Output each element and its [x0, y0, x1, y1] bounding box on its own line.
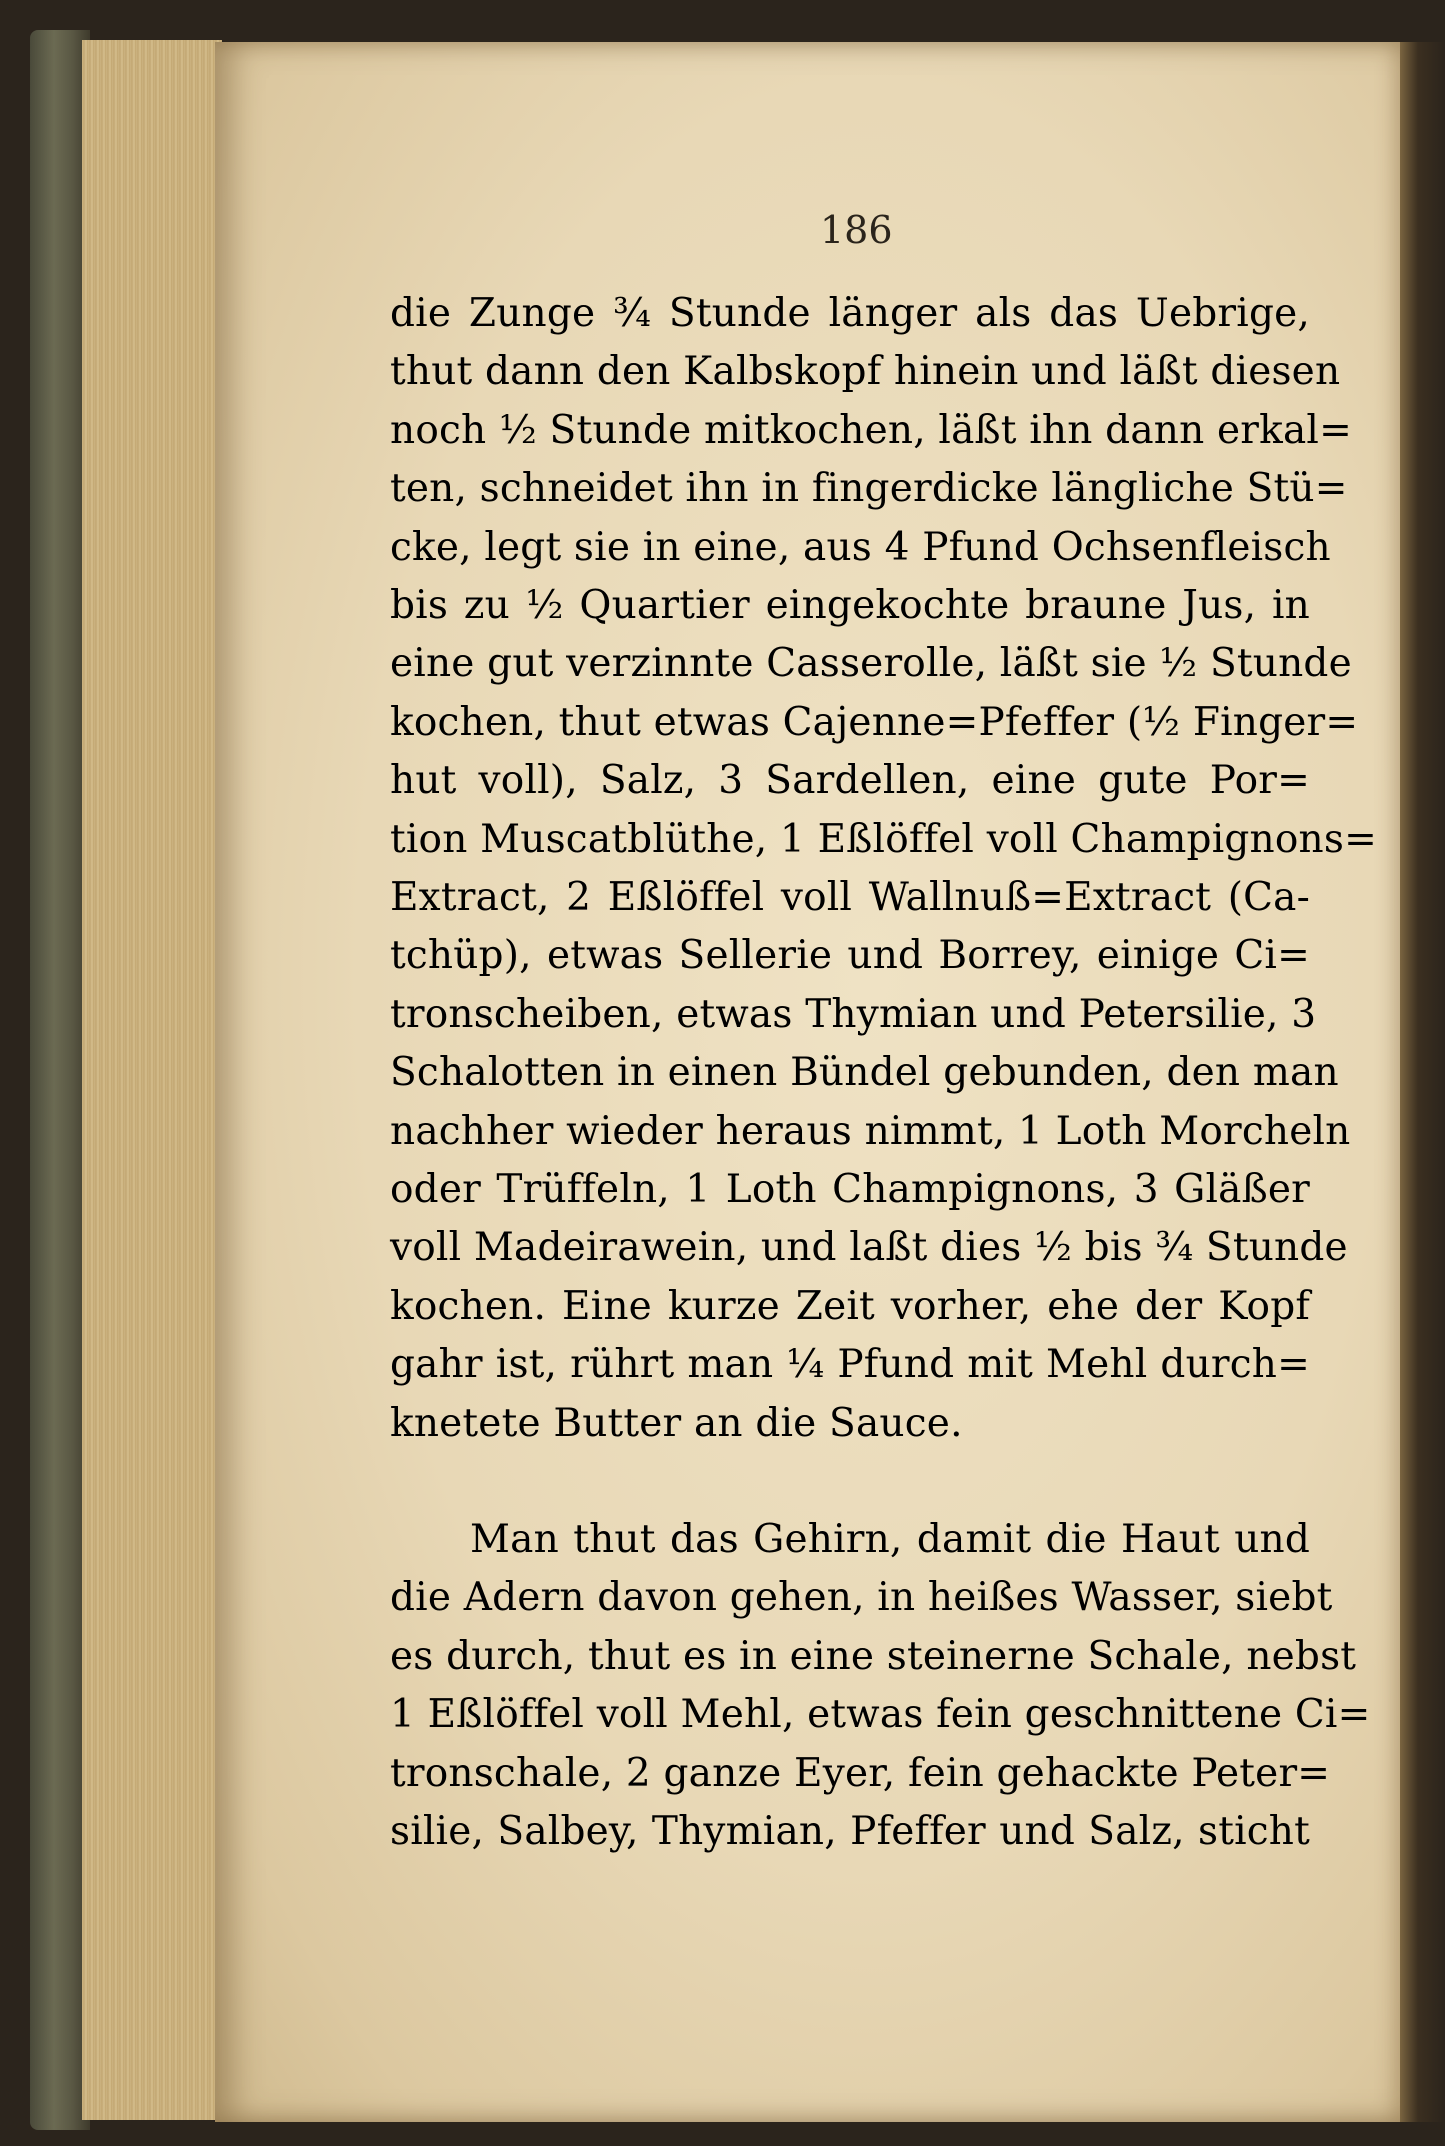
text-line: 1 Eßlöffel voll Mehl, etwas fein geschnittene Ci=	[390, 1692, 1371, 1737]
text-line: kochen. Eine kurze Zeit vorher, ehe der Kopf	[390, 1284, 1310, 1329]
text-line: hut voll), Salz, 3 Sardellen, eine gute Por=	[390, 758, 1310, 803]
text-line: nachher wieder heraus nimmt, 1 Loth Morcheln	[390, 1109, 1351, 1154]
page-number: 186	[820, 208, 893, 252]
book-gutter	[1400, 42, 1445, 2122]
text-line: die Adern davon gehen, in heißes Wasser, siebt	[390, 1575, 1333, 1620]
text-line: Schalotten in einen Bündel gebunden, den man	[390, 1050, 1339, 1095]
text-line: ten, schneidet ihn in fingerdicke längliche Stü=	[390, 466, 1348, 511]
text-line: oder Trüffeln, 1 Loth Champignons, 3 Gläßer	[390, 1167, 1310, 1212]
text-line: thut dann den Kalbskopf hinein und läßt diesen	[390, 349, 1341, 394]
text-line: tronschale, 2 ganze Eyer, fein gehackte Peter=	[390, 1751, 1331, 1796]
text-line: bis zu ½ Quartier eingekochte braune Jus, in	[390, 583, 1310, 628]
text-line: Man thut das Gehirn, damit die Haut und	[470, 1517, 1310, 1562]
text-line: gahr ist, rührt man ¼ Pfund mit Mehl durch=	[390, 1342, 1310, 1387]
book-cover-edge	[30, 30, 90, 2130]
text-line: tronscheiben, etwas Thymian und Petersilie, 3	[390, 992, 1317, 1037]
text-line: silie, Salbey, Thymian, Pfeffer und Salz, sticht	[390, 1809, 1310, 1854]
text-line: eine gut verzinnte Casserolle, läßt sie ½ Stunde	[390, 641, 1352, 686]
text-line: voll Madeirawein, und laßt dies ½ bis ¾ Stunde	[390, 1225, 1348, 1270]
text-line: knetete Butter an die Sauce.	[390, 1401, 963, 1446]
text-line: tion Muscatblüthe, 1 Eßlöffel voll Champignons=	[390, 817, 1377, 862]
text-line: noch ½ Stunde mitkochen, läßt ihn dann erkal=	[390, 408, 1352, 453]
text-line: die Zunge ¾ Stunde länger als das Uebrige,	[390, 291, 1310, 336]
text-line: Extract, 2 Eßlöffel voll Wallnuß=Extract (Ca-	[390, 875, 1310, 920]
text-line: tchüp), etwas Sellerie und Borrey, einige Ci=	[390, 933, 1310, 978]
text-line: cke, legt sie in eine, aus 4 Pfund Ochsenfleisch	[390, 525, 1331, 570]
text-line: kochen, thut etwas Cajenne=Pfeffer (½ Finger=	[390, 700, 1359, 745]
text-line: es durch, thut es in eine steinerne Schale, nebst	[390, 1634, 1357, 1679]
page-edges	[82, 40, 222, 2120]
